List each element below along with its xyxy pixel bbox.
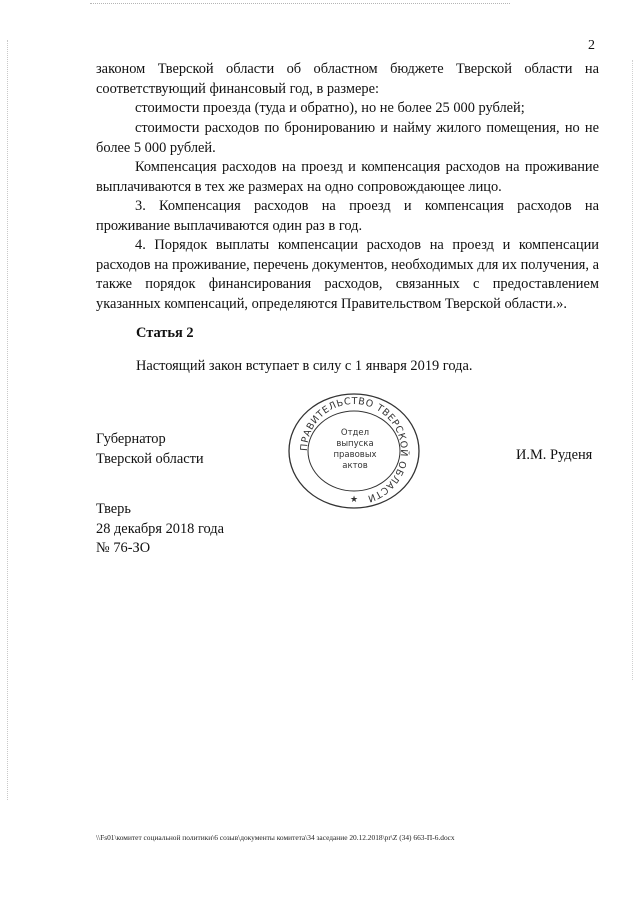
signature-title [96,430,204,469]
seal-center-line-4: актов [342,461,368,471]
issue-date: 28 декабря 2018 года [96,520,225,537]
page-number: 2 [588,38,595,53]
official-seal [287,392,421,510]
paragraph-companion: Компенсация расходов на проезд и компенсация расходов на проживание выплачиваются в тех же размерах на одно сопровождающее лицо. [96,159,599,195]
scan-artifact-right [632,60,633,680]
seal-star-icon: ★ [349,495,359,505]
issue-number: № 76-ЗО [96,540,151,557]
paragraph-payment-procedure: 4. Порядок выплаты компенсации расходов на проезд и компенсации расходов на проживание, перечень документов, необходимых для их получения, а также порядок финансирования расходов, связанных с предоставлением указанных компенсаций, определяются Правительством Тверской области.». [96,237,599,312]
signature-title-line-1: Губернатор [96,431,166,447]
seal-center-line-2: выпуска [336,439,374,449]
scan-artifact-top [90,3,510,4]
signature-title-line-2: Тверской области [96,450,204,467]
issue-city: Тверь [96,501,131,517]
seal-center-line-1: Отдел [340,428,370,438]
seal-ring-text: ПРАВИТЕЛЬСТВО ТВЕРСКОЙ ОБЛАСТИ [298,395,410,504]
article-2-title: Статья 2 [136,325,194,341]
article-2-text: Настоящий закон вступает в силу с 1 января 2019 года. [136,358,473,374]
signer-name: И.М. Руденя [516,447,593,463]
seal-center-line-3: правовых [333,450,377,460]
paragraph-once-per-year: 3. Компенсация расходов на проезд и компенсация расходов на проживание выплачиваются один раз в год. [96,198,599,234]
paragraph-housing-cost: стоимости расходов по бронированию и найму жилого помещения, но не более 5 000 рублей. [96,120,599,156]
issue-block [96,500,224,559]
paragraph-law-budget: законом Тверской области об областном бюджете Тверской области на соответствующий финансовый год, в размере: [96,61,599,97]
paragraph-travel-cost: стоимости проезда (туда и обратно), но не более 25 000 рублей; [135,100,525,116]
scan-artifact-left [7,40,8,800]
footer-file-path: \\Fs01\комитет социальной политики\6 созыв\документы комитета\34 заседание 20.12.2018\pr\Z (34) 663-П-6.docx [96,833,455,842]
